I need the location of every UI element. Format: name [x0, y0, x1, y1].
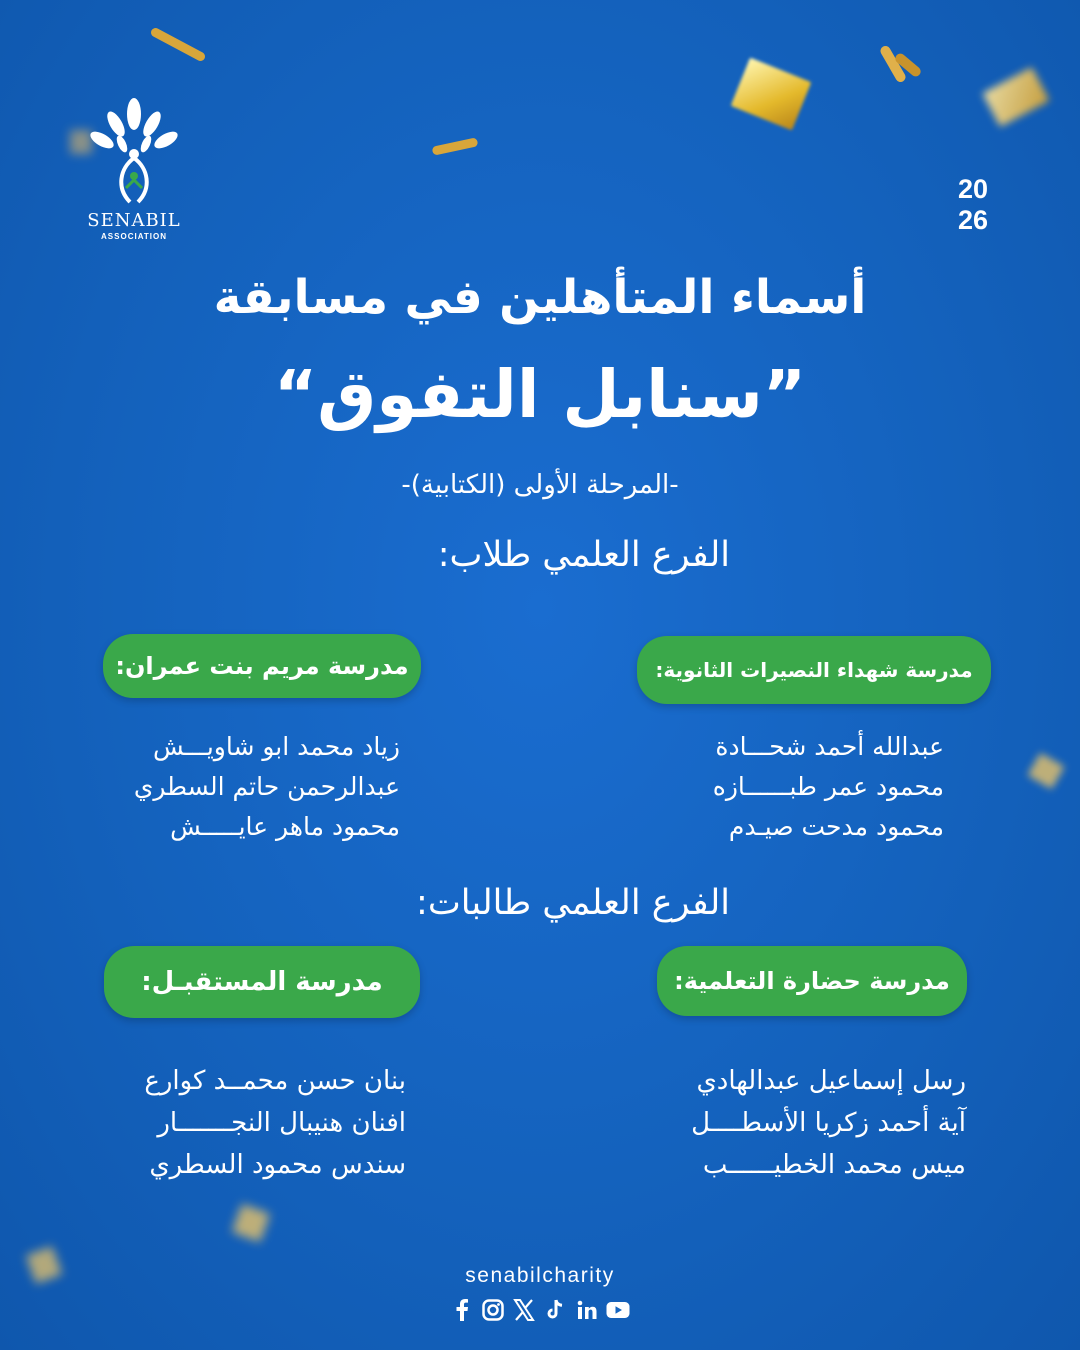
student-name: افنان هنيبال النجـــــــار	[157, 1108, 406, 1138]
instagram-icon[interactable]	[481, 1298, 505, 1322]
year-badge	[948, 174, 998, 236]
page-title-line-2: ”سنابل التفوق“	[273, 356, 807, 433]
student-name: سندس محمود السطري	[149, 1150, 406, 1180]
student-name: عبدالله أحمد شحـــادة	[715, 732, 944, 761]
student-list	[560, 1060, 966, 1186]
wheat-figure-icon	[82, 96, 186, 208]
confetti	[731, 58, 812, 131]
tiktok-icon[interactable]	[544, 1298, 568, 1322]
page-title-line-1: أسماء المتأهلين في مسابقة	[213, 270, 867, 325]
student-list	[580, 727, 944, 847]
youtube-icon[interactable]	[606, 1298, 630, 1322]
social-handle[interactable]: senabilcharity	[465, 1264, 615, 1287]
section-heading-girls: الفرع العلمي طالبات:	[416, 883, 730, 923]
student-name: محمود مدحت صيـدم	[728, 812, 944, 841]
confetti	[982, 67, 1049, 127]
year-line-2: 26	[957, 205, 989, 235]
year-line-1: 20	[957, 174, 989, 204]
senabil-logo	[78, 96, 190, 256]
school-label: مدرسة مريم بنت عمران:	[103, 634, 421, 698]
student-name: عبدالرحمن حاتم السطري	[133, 772, 400, 801]
school-label: مدرسة المستقبـل:	[104, 946, 420, 1018]
page-subtitle: -المرحلة الأولى (الكتابية)-	[401, 470, 679, 500]
logo-subtitle: ASSOCIATION	[101, 232, 167, 241]
social-icons-row	[450, 1297, 630, 1323]
logo-name: SENABIL	[87, 210, 181, 231]
student-name: آية أحمد زكريا الأسطــــل	[691, 1108, 966, 1138]
confetti	[149, 26, 206, 62]
confetti	[432, 137, 479, 155]
student-name: بنان حسن محمــد كوارع	[144, 1066, 406, 1096]
student-list	[60, 727, 400, 847]
x-icon[interactable]	[512, 1298, 536, 1322]
linkedin-icon[interactable]	[575, 1298, 599, 1322]
student-name: ميس محمد الخطيــــــب	[702, 1150, 966, 1180]
student-name: محمود عمر طبــــــازه	[712, 772, 944, 801]
confetti	[232, 1204, 270, 1242]
student-list	[40, 1060, 406, 1186]
facebook-icon[interactable]	[450, 1298, 474, 1322]
section-heading-boys: الفرع العلمي طلاب:	[437, 535, 730, 575]
student-name: محمود ماهر عايـــــش	[170, 812, 400, 841]
school-label: مدرسة شهداء النصيرات الثانوية:	[637, 636, 991, 704]
student-name: رسل إسماعيل عبدالهادي	[696, 1066, 966, 1096]
school-label: مدرسة حضارة التعلمية:	[657, 946, 967, 1016]
student-name: زياد محمد ابو شاويـــش	[153, 732, 400, 761]
confetti	[1027, 753, 1064, 790]
